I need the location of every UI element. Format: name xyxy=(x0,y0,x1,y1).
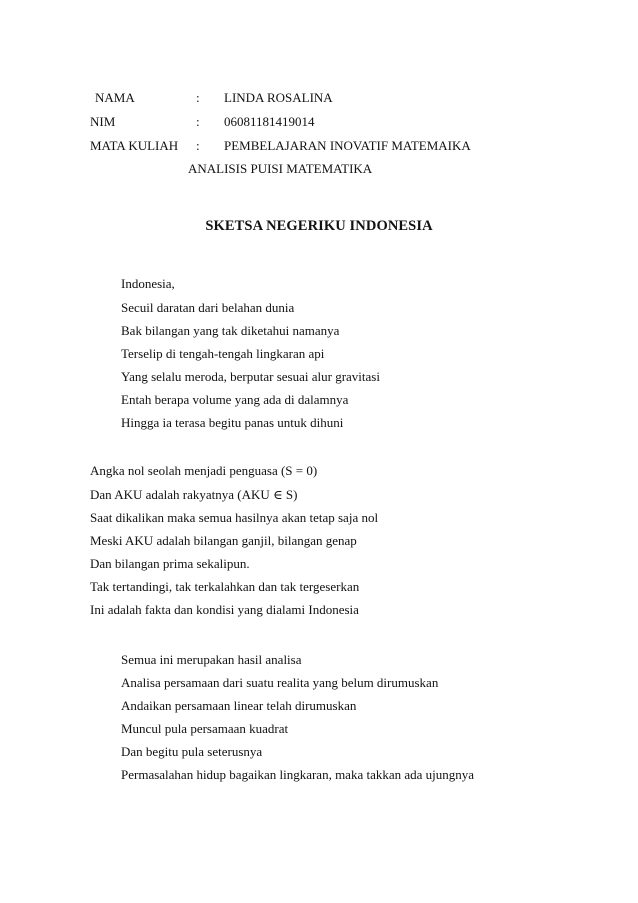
stanza2-line: Saat dikalikan maka semua hasilnya akan tetap saja nol xyxy=(90,510,379,525)
stanza3-line: Dan begitu pula seterusnya xyxy=(121,744,263,759)
matkul-value: PEMBELAJARAN INOVATIF MATEMAIKA xyxy=(224,138,471,153)
stanza2-line: Tak tertandingi, tak terkalahkan dan tak tergeserkan xyxy=(90,579,360,594)
nim-value: 06081181419014 xyxy=(224,114,315,129)
stanza1-line: Terselip di tengah-tengah lingkaran api xyxy=(121,346,325,361)
nama-colon: : xyxy=(196,90,200,105)
stanza3-line: Andaikan persamaan linear telah dirumuskan xyxy=(121,698,357,713)
stanza2-line: Meski AKU adalah bilangan ganjil, bilangan genap xyxy=(90,533,357,548)
stanza3-line: Semua ini merupakan hasil analisa xyxy=(121,652,302,667)
stanza2-line: Dan AKU adalah rakyatnya (AKU ∈ S) xyxy=(90,487,298,502)
nama-value: LINDA ROSALINA xyxy=(224,90,333,105)
header-subtitle: ANALISIS PUISI MATEMATIKA xyxy=(188,161,373,176)
stanza1-line: Entah berapa volume yang ada di dalamnya xyxy=(121,392,349,407)
stanza1-line: Bak bilangan yang tak diketahui namanya xyxy=(121,323,340,338)
matkul-colon: : xyxy=(196,138,200,153)
stanza2-line: Ini adalah fakta dan kondisi yang dialami Indonesia xyxy=(90,602,359,617)
stanza3-line: Muncul pula persamaan kuadrat xyxy=(121,721,289,736)
stanza1-line: Secuil daratan dari belahan dunia xyxy=(121,300,295,315)
poem-title: SKETSA NEGERIKU INDONESIA xyxy=(205,218,433,234)
stanza1-line: Indonesia, xyxy=(121,276,175,291)
nim-label: NIM xyxy=(90,114,116,129)
stanza2-line: Dan bilangan prima sekalipun. xyxy=(90,556,250,571)
stanza1-line: Yang selalu meroda, berputar sesuai alur gravitasi xyxy=(121,369,380,384)
nim-colon: : xyxy=(196,114,200,129)
stanza2-line: Angka nol seolah menjadi penguasa (S = 0) xyxy=(90,463,318,478)
matkul-label: MATA KULIAH xyxy=(90,138,179,153)
stanza1-line: Hingga ia terasa begitu panas untuk dihuni xyxy=(121,415,344,430)
stanza3-line: Analisa persamaan dari suatu realita yang belum dirumuskan xyxy=(121,675,439,690)
nama-label: NAMA xyxy=(95,90,135,105)
stanza3-line: Permasalahan hidup bagaikan lingkaran, maka takkan ada ujungnya xyxy=(121,767,475,782)
